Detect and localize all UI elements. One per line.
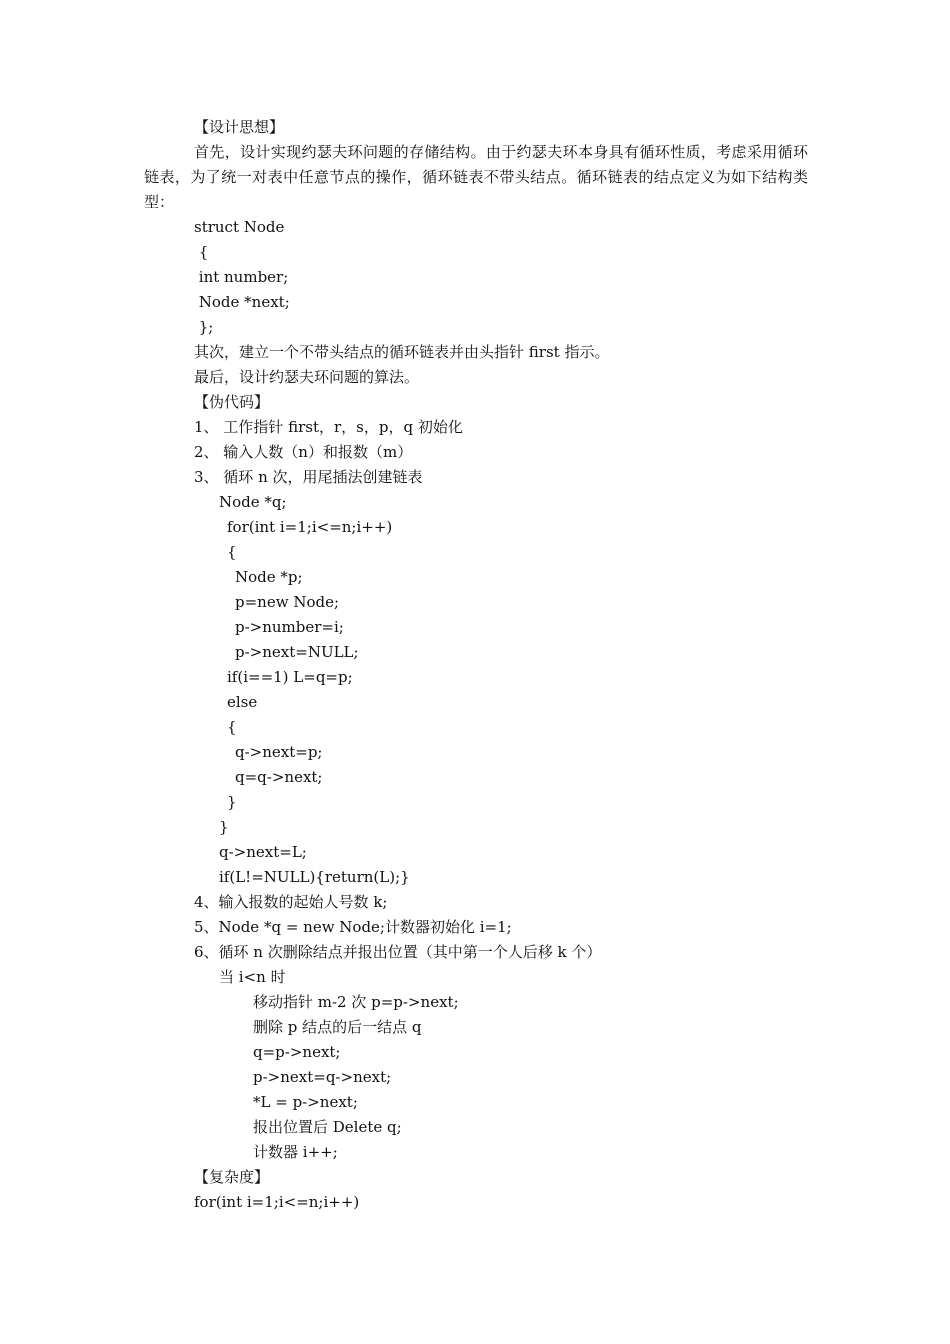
pseudo-heading: 【伪代码】 xyxy=(194,393,270,411)
pseudo-line: 6、循环 n 次删除结点并报出位置（其中第一个人后移 k 个） xyxy=(194,943,602,961)
pseudo-line: { xyxy=(227,718,237,736)
pseudo-line: if(i==1) L=q=p; xyxy=(227,668,353,686)
pseudo-line: q=p->next; xyxy=(253,1043,341,1061)
pseudo-line: if(L!=NULL){return(L);} xyxy=(219,868,410,886)
pseudo-line: *L = p->next; xyxy=(253,1093,358,1111)
pseudo-line: 5、Node *q = new Node;计数器初始化 i=1; xyxy=(194,918,512,936)
pseudo-line: } xyxy=(227,793,237,811)
struct-line: int number; xyxy=(194,268,289,286)
step-second: 其次，建立一个不带头结点的循环链表并由头指针 first 指示。 xyxy=(194,343,610,361)
pseudo-line: q->next=p; xyxy=(235,743,323,761)
pseudo-line: 3、 循环 n 次，用尾插法创建链表 xyxy=(194,468,423,486)
pseudo-line: 2、 输入人数（n）和报数（m） xyxy=(194,443,413,461)
pseudo-line: Node *p; xyxy=(235,568,303,586)
intro-paragraph: 首先，设计实现约瑟夫环问题的存储结构。由于约瑟夫环本身具有循环性质，考虑采用循环链表，为了统一对表中任意节点的操作，循环链表不带头结点。循环链表的结点定义为如下结构类型： xyxy=(144,143,808,211)
pseudo-line: 移动指针 m-2 次 p=p->next; xyxy=(253,993,459,1011)
pseudo-line: 4、输入报数的起始人号数 k; xyxy=(194,893,388,911)
complexity-line: for(int i=1;i<=n;i++) xyxy=(194,1193,360,1211)
struct-line: struct Node xyxy=(194,218,285,236)
struct-line: }; xyxy=(194,318,214,336)
pseudo-line: p->next=q->next; xyxy=(253,1068,392,1086)
step-last: 最后，设计约瑟夫环问题的算法。 xyxy=(194,368,420,386)
pseudo-line: 删除 p 结点的后一结点 q xyxy=(253,1018,422,1036)
pseudo-line: 当 i<n 时 xyxy=(219,968,286,986)
pseudo-line: q=q->next; xyxy=(235,768,323,786)
pseudo-line: } xyxy=(219,818,229,836)
pseudo-line: 计数器 i++; xyxy=(253,1143,338,1161)
pseudo-line: p->number=i; xyxy=(235,618,344,636)
pseudo-line: 1、 工作指针 first，r，s，p，q 初始化 xyxy=(194,418,463,436)
struct-line: { xyxy=(194,243,209,261)
pseudo-line: { xyxy=(227,543,237,561)
pseudo-line: Node *q; xyxy=(219,493,287,511)
pseudo-line: for(int i=1;i<=n;i++) xyxy=(227,518,393,536)
design-heading: 【设计思想】 xyxy=(194,118,285,136)
pseudo-line: q->next=L; xyxy=(219,843,307,861)
struct-line: Node *next; xyxy=(194,293,290,311)
pseudo-line: p=new Node; xyxy=(235,593,340,611)
pseudo-line: else xyxy=(227,693,258,711)
pseudo-line: 报出位置后 Delete q; xyxy=(253,1118,402,1136)
pseudo-line: p->next=NULL; xyxy=(235,643,359,661)
complexity-heading: 【复杂度】 xyxy=(194,1168,270,1186)
